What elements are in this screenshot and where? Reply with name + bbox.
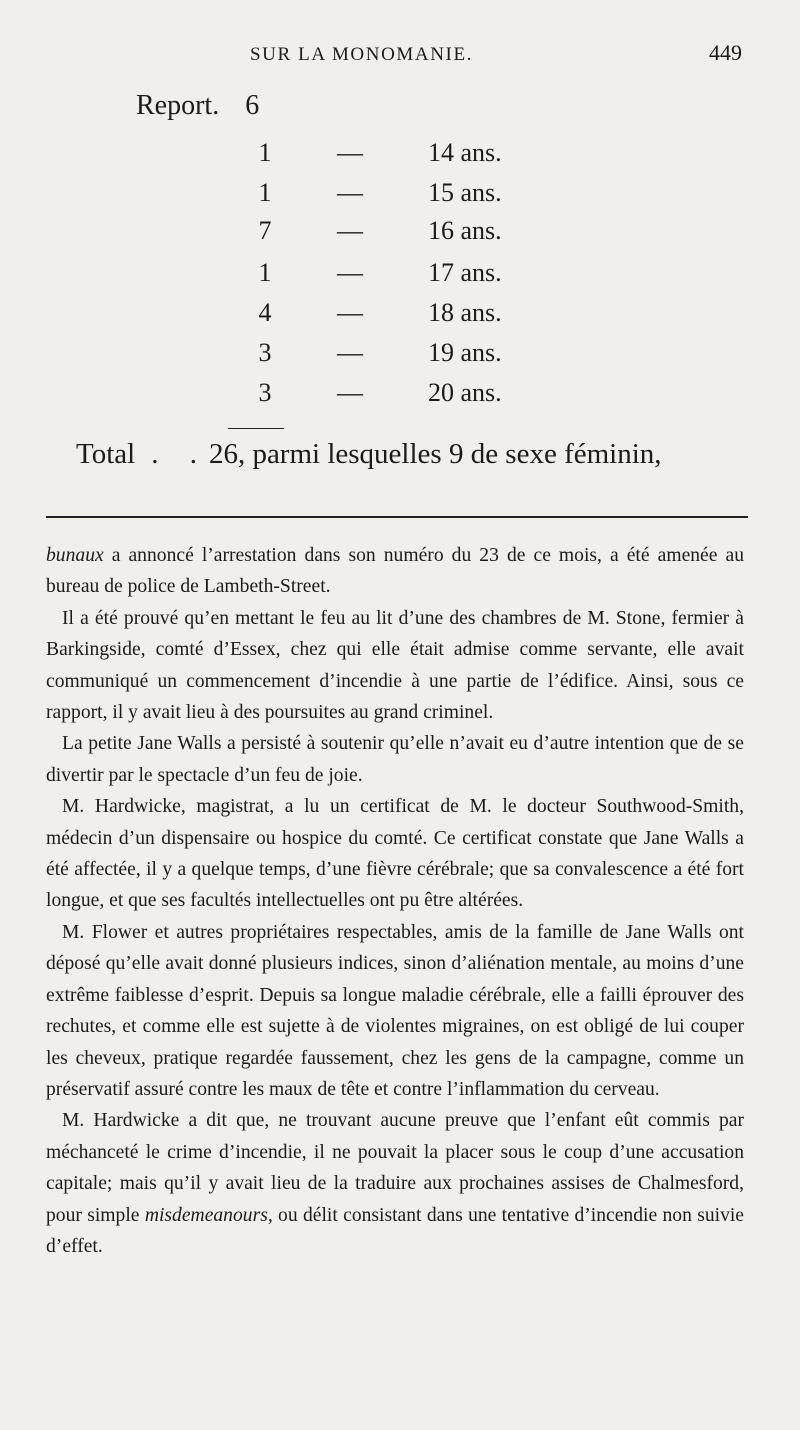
footnote-paragraph: Il a été prouvé qu’en mettant le feu au lit d’une des chambres de M. Stone, fermier à Barkingside, comté d’Essex, chez qui elle était admise comme servante, elle avait communiqué un commencement d’incendie à une partie de l’édifice. Ainsi, sous ce rapport, il y avait lieu à des poursuites au grand criminel. xyxy=(46,607,744,724)
italic-word: bunaux xyxy=(46,545,104,566)
report-label: Report. xyxy=(136,90,220,121)
footnote-paragraph xyxy=(46,540,744,603)
page-header xyxy=(40,40,742,74)
footnote-paragraph xyxy=(46,1105,744,1262)
row-dash: — xyxy=(337,378,363,407)
report-value: 6 xyxy=(245,90,260,121)
table-row xyxy=(0,378,800,418)
total-dots: . . xyxy=(151,438,209,470)
row-age: 19 ans. xyxy=(428,338,502,367)
table-row xyxy=(0,178,800,218)
row-count: 3 xyxy=(258,338,272,367)
row-count: 4 xyxy=(258,298,272,327)
footnote-divider xyxy=(46,516,748,518)
row-age: 18 ans. xyxy=(428,298,502,327)
table-row xyxy=(0,258,800,298)
row-dash: — xyxy=(337,298,363,327)
row-age: 17 ans. xyxy=(428,258,502,287)
row-dash: — xyxy=(337,258,363,287)
page-number: 449 xyxy=(709,40,742,65)
row-count: 7 xyxy=(258,216,272,245)
table-row xyxy=(0,298,800,338)
row-age: 15 ans. xyxy=(428,178,502,207)
table-row xyxy=(0,138,800,178)
footnote-text xyxy=(46,540,744,1262)
row-dash: — xyxy=(337,178,363,207)
footnote-paragraph: M. Flower et autres propriétaires respectables, amis de la famille de Jane Walls ont déposé qu’elle avait donné plusieurs indices, sinon d’aliénation mentale, au moins d’une extrême faiblesse d’esprit. Depuis sa longue maladie cérébrale, elle a failli éprouver des rechutes, et comme elle est sujette à de violentes migraines, on est obligé de lui couper les cheveux, pratique regardée faussement, chez les gens de la campagne, comme un préservatif assuré contre les maux de tête et contre l’inflammation du cerveau. xyxy=(46,921,744,1100)
total-label: Total xyxy=(76,438,136,470)
row-dash: — xyxy=(337,138,363,167)
running-title: SUR LA MONOMANIE. xyxy=(250,44,474,65)
total-text: 26, parmi lesquelles 9 de sexe féminin, xyxy=(208,438,662,470)
footnote-paragraph: La petite Jane Walls a persisté à soutenir qu’elle n’avait eu d’autre intention que de se divertir par le spectacle d’un feu de joie. xyxy=(46,733,744,786)
sum-rule xyxy=(228,428,284,429)
row-age: 16 ans. xyxy=(428,216,502,245)
paragraph-text: a annoncé l’arrestation dans son numéro du 23 de ce mois, a été amenée au bureau de police de Lambeth-Street. xyxy=(46,545,744,598)
row-count: 1 xyxy=(258,178,272,207)
table-row xyxy=(0,216,800,256)
row-dash: — xyxy=(337,338,363,367)
italic-word: misdemeanours, xyxy=(144,1204,273,1226)
footnote-paragraph: M. Hardwicke, magistrat, a lu un certificat de M. le docteur Southwood-Smith, médecin d’un dispensaire ou hospice du comté. Ce certificat constate que Jane Walls a été affectée, il y a quelque temps, d’une fièvre cérébrale; que sa convalescence a été fort longue, et que ses facultés intellectuelles ont pu être altérées. xyxy=(46,796,744,912)
table-row xyxy=(0,338,800,378)
row-count: 1 xyxy=(258,258,272,287)
row-count: 1 xyxy=(258,138,272,167)
row-dash: — xyxy=(337,216,363,245)
row-count: 3 xyxy=(258,378,272,407)
total-line xyxy=(76,438,662,471)
row-age: 20 ans. xyxy=(428,378,502,407)
report-line xyxy=(136,90,259,122)
paragraph-text: ou délit consistant dans une tentative d’incendie non suivie d’effet. xyxy=(46,1204,745,1257)
paragraph-text: M. Hardwicke a dit que, ne trouvant aucune preuve que l’enfant eût commis par méchanceté le crime d’incendie, il ne pouvait la placer sous le coup d’une accusation capitale; mais qu’il y avait lieu de la traduire aux prochaines assises de Chalmesford, pour simple xyxy=(46,1110,744,1226)
row-age: 14 ans. xyxy=(428,138,502,167)
